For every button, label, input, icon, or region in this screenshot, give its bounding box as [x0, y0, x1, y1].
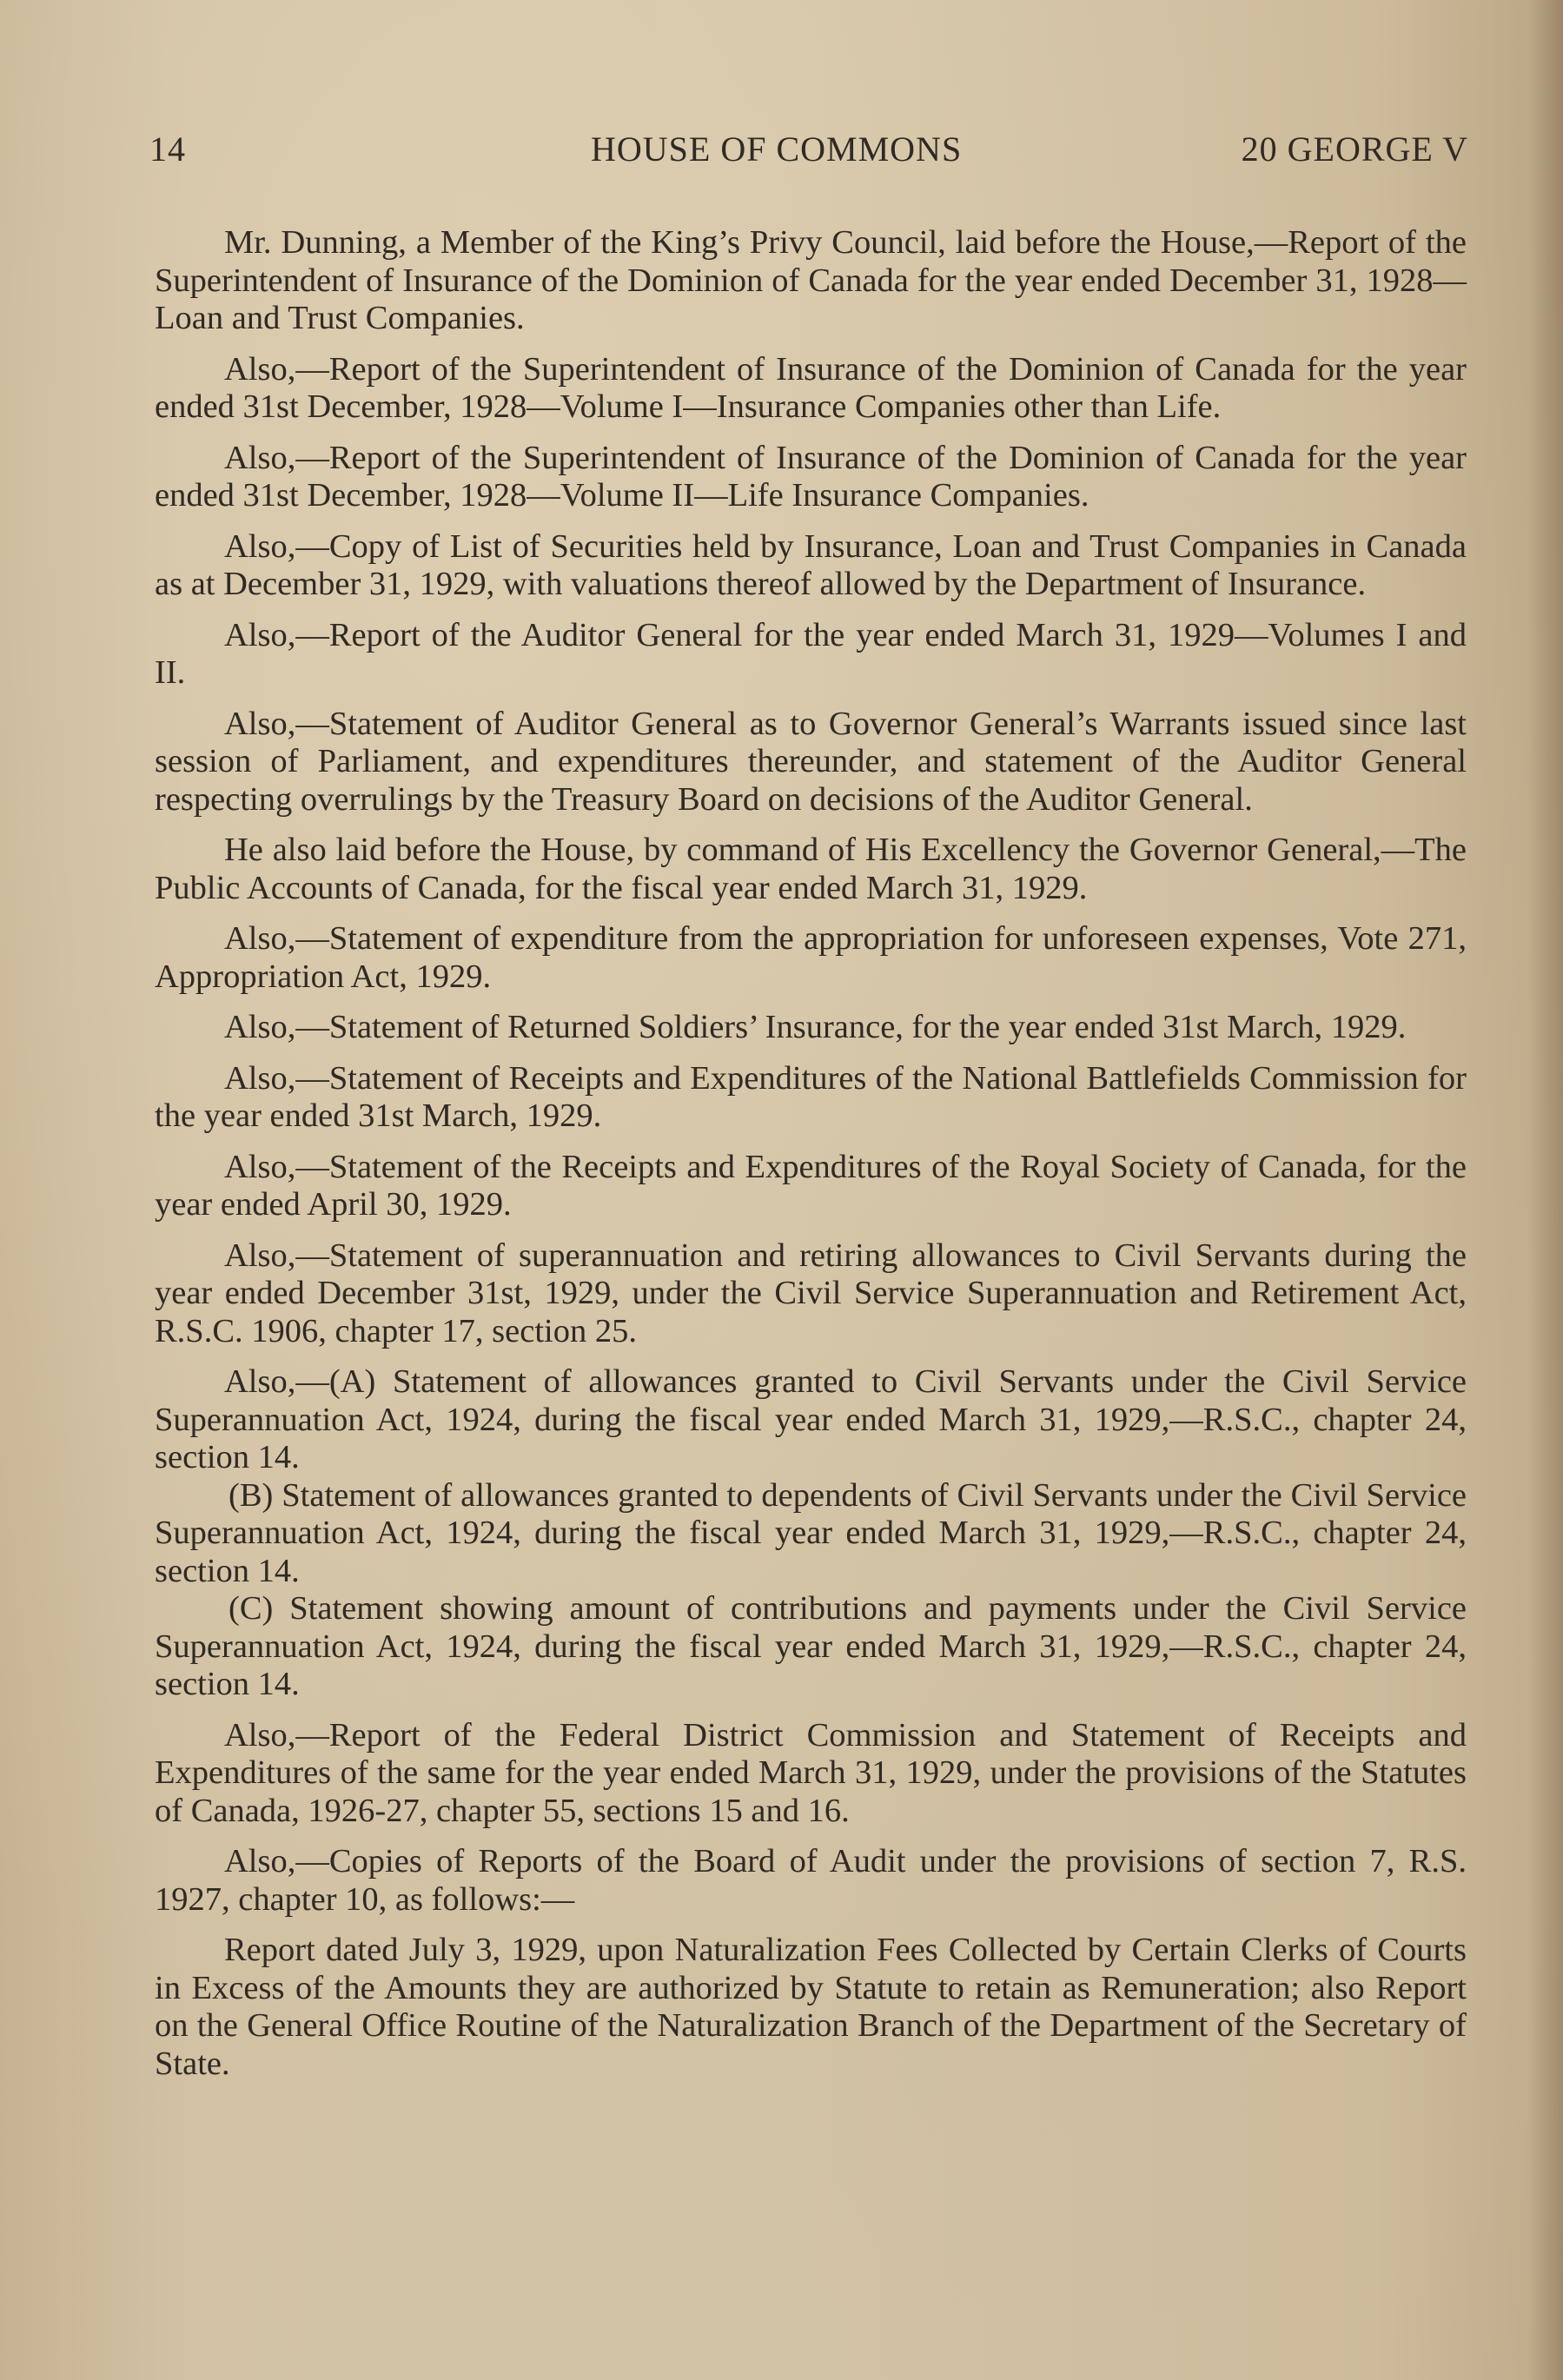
page-number: 14	[149, 129, 186, 169]
paragraph: Mr. Dunning, a Member of the King’s Privy Council, laid before the House,—Report of the Superintendent of Insurance of the Dominion of Canada for the year ended December 31, 1928—Loan and Trust Companies.	[155, 224, 1467, 336]
paragraph-statement-c: (C) Statement showing amount of contributions and payments under the Civil Service Superannuation Act, 1924, during the fiscal year ended March 31, 1929,—R.S.C., chapter 24, section 14.	[155, 1590, 1467, 1702]
page-edge-shadow	[1528, 0, 1563, 2380]
running-header	[139, 129, 1468, 181]
header-title: HOUSE OF COMMONS	[591, 129, 963, 169]
paragraph: Also,—Report of the Superintendent of Insurance of the Dominion of Canada for the year ended 31st December, 1928—Volume II—Life Insurance Companies.	[155, 439, 1467, 514]
paragraph: Also,—Statement of Auditor General as to Governor General’s Warrants issued since last session of Parliament, and expenditures thereunder, and statement of the Auditor General respecting overrulings by the Treasury Board on decisions of the Auditor General.	[155, 705, 1467, 818]
paragraph-statement-b: (B) Statement of allowances granted to dependents of Civil Servants under the Civil Service Superannuation Act, 1924, during the fiscal year ended March 31, 1929,—R.S.C., chapter 24, section 14.	[155, 1476, 1467, 1589]
paragraph: Also,—Report of the Auditor General for the year ended March 31, 1929—Volumes I and II.	[155, 616, 1467, 691]
paragraph: Also,—Statement of Returned Soldiers’ Insurance, for the year ended 31st March, 1929.	[224, 1009, 1407, 1045]
paragraph: Also,—Report of the Superintendent of Insurance of the Dominion of Canada for the year ended 31st December, 1928—Volume I—Insurance Companies other than Life.	[155, 350, 1467, 425]
paragraph: Also,—Statement of the Receipts and Expenditures of the Royal Society of Canada, for the year ended April 30, 1929.	[155, 1148, 1467, 1223]
paragraph: Also,—Copies of Reports of the Board of Audit under the provisions of section 7, R.S. 1927, chapter 10, as follows:—	[155, 1843, 1467, 1918]
paragraph: Also,—Statement of Receipts and Expenditures of the National Battlefields Commission for the year ended 31st March, 1929.	[155, 1059, 1467, 1134]
paragraph-statement-a: Also,—(A) Statement of allowances granted to Civil Servants under the Civil Service Superannuation Act, 1924, during the fiscal year ended March 31, 1929,—R.S.C., chapter 24, section 14.	[155, 1363, 1467, 1475]
paragraph: Report dated July 3, 1929, upon Naturalization Fees Collected by Certain Clerks of Courts in Excess of the Amounts they are authorized by Statute to retain as Remuneration; also Report on the General Office Routine of the Naturalization Branch of the Department of the Secretary of State.	[155, 1932, 1467, 2082]
paragraph: He also laid before the House, by command of His Excellency the Governor General,—The Public Accounts of Canada, for the fiscal year ended March 31, 1929.	[155, 832, 1467, 906]
journal-body	[155, 224, 1467, 2096]
paragraph: Also,—Statement of superannuation and retiring allowances to Civil Servants during the year ended December 31st, 1929, under the Civil Service Superannuation and Retirement Act, R.S.C. 1906, chapter 17, section 25.	[155, 1236, 1467, 1349]
paragraph: Also,—Copy of List of Securities held by Insurance, Loan and Trust Companies in Canada as at December 31, 1929, with valuations thereof allowed by the Department of Insurance.	[155, 527, 1467, 602]
header-regnal-year: 20 GEORGE V	[1241, 129, 1468, 169]
paragraph: Also,—Report of the Federal District Commission and Statement of Receipts and Expenditures of the same for the year ended March 31, 1929, under the provisions of the Statutes of Canada, 1926-27, chapter 55, sections 15 and 16.	[155, 1716, 1467, 1829]
paragraph: Also,—Statement of expenditure from the appropriation for unforeseen expenses, Vote 271, Appropriation Act, 1929.	[155, 920, 1467, 995]
